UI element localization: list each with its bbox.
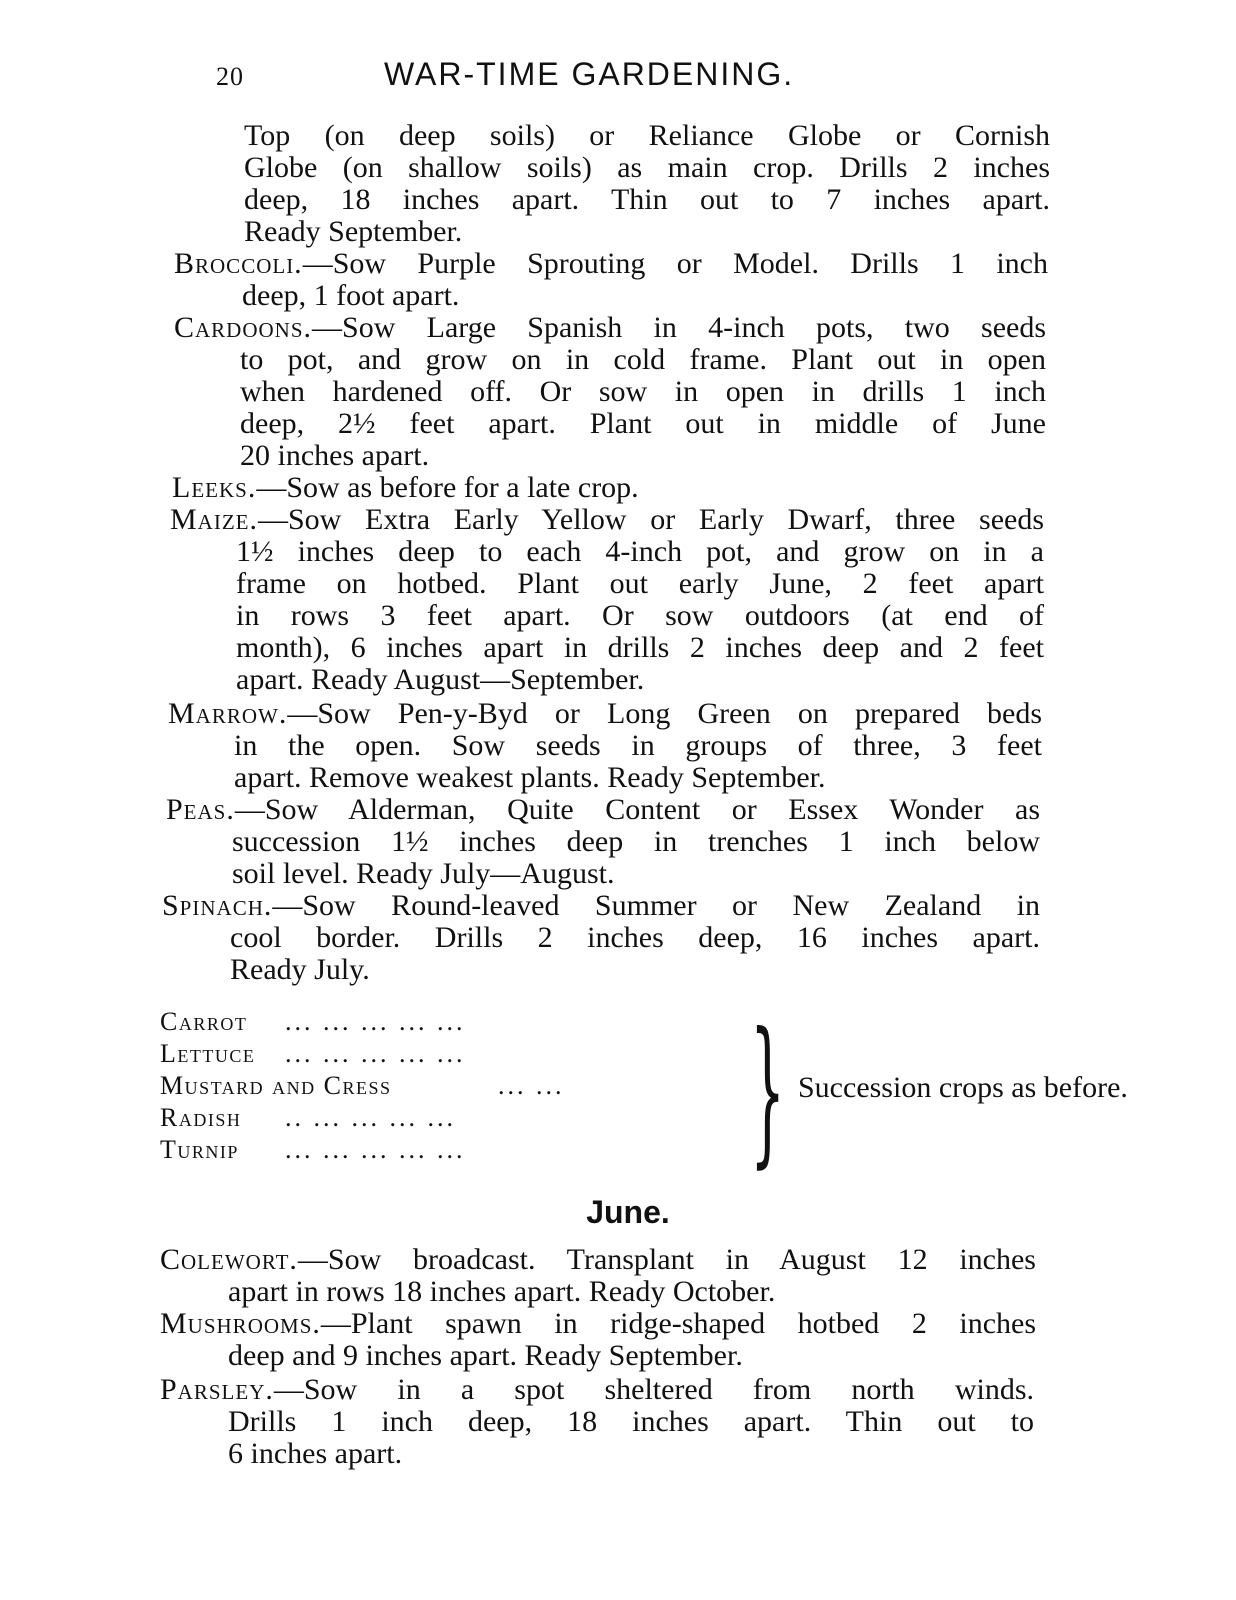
crop-name: Mustard and Cress	[160, 1071, 392, 1100]
text-line: to pot, and grow on in cold frame. Plant out in open	[240, 343, 1046, 376]
curly-brace: }	[750, 999, 786, 1183]
text-line: Ready July.	[230, 953, 370, 986]
text-line: succession 1½ inches deep in trenches 1 inch below	[232, 825, 1040, 858]
text-line: Ready September.	[244, 215, 463, 248]
entry-text: —Sow Large Spanish in 4-inch pots, two seeds	[312, 311, 1046, 344]
entry-text: —Sow Round-leaved Summer or New Zealand in	[272, 889, 1040, 922]
entry-parsley	[160, 1374, 1034, 1470]
text-line: Globe (on shallow soils) as main crop. Drills 2 inches	[244, 151, 1050, 184]
entry-cardoons	[174, 312, 1046, 472]
section-heading-june: June.	[586, 1194, 670, 1230]
entry-spinach	[162, 890, 1040, 986]
succession-item	[160, 1038, 620, 1070]
text-line: frame on hotbed. Plant out early June, 2 feet apart	[236, 567, 1044, 600]
entry-peas	[166, 794, 1040, 890]
text-line: apart. Ready August—September.	[236, 663, 645, 696]
entry-marrow	[168, 698, 1042, 794]
entry-name: Parsley.	[160, 1373, 274, 1406]
crop-name: Radish	[160, 1103, 242, 1132]
leader-dots: ... ... ... ... ...	[285, 1007, 466, 1036]
text-line: soil level. Ready July—August.	[232, 857, 615, 890]
text-line: 20 inches apart.	[240, 439, 430, 472]
leader-dots: ... ... ... ... ...	[285, 1135, 466, 1164]
entry-name: Leeks.	[172, 471, 257, 504]
entry-text: —Sow Alderman, Quite Content or Essex Wonder as	[234, 793, 1040, 826]
succession-item	[160, 1134, 620, 1166]
entry-broccoli	[174, 248, 1048, 312]
text-line: when hardened off. Or sow in open in drills 1 inch	[240, 375, 1046, 408]
leader-dots: ... ... ... ... ...	[285, 1039, 466, 1068]
entry-name: Spinach.	[162, 889, 273, 922]
text-line: month), 6 inches apart in drills 2 inches deep and 2 feet	[236, 631, 1044, 664]
crop-name: Turnip	[160, 1135, 239, 1164]
text-line: in the open. Sow seeds in groups of three, 3 feet	[234, 729, 1042, 762]
text-line: deep, 2½ feet apart. Plant out in middle of June	[240, 407, 1046, 440]
entry-name: Marrow.	[168, 697, 288, 730]
succession-table	[160, 999, 1128, 1183]
text-line: apart in rows 18 inches apart. Ready October.	[228, 1275, 776, 1308]
entry-name: Cardoons.	[174, 311, 313, 344]
page-number: 20	[216, 62, 244, 91]
text-line: apart. Remove weakest plants. Ready September.	[234, 761, 826, 794]
text-line: Drills 1 inch deep, 18 inches apart. Thin out to	[228, 1405, 1034, 1438]
entry-text: —Sow as before for a late crop.	[256, 471, 639, 504]
entry-name: Colewort.	[160, 1243, 298, 1276]
succession-note: Succession crops as before.	[798, 1071, 1128, 1104]
succession-item	[160, 1102, 620, 1134]
text-line: cool border. Drills 2 inches deep, 16 inches apart.	[230, 921, 1040, 954]
text-line: in rows 3 feet apart. Or sow outdoors (at end of	[236, 599, 1044, 632]
entry-text: —Sow in a spot sheltered from north winds.	[273, 1373, 1034, 1406]
text-line: Top (on deep soils) or Reliance Globe or Cornish	[244, 119, 1050, 152]
text-line: 6 inches apart.	[228, 1437, 403, 1470]
entry-text: —Sow broadcast. Transplant in August 12 inches	[297, 1243, 1036, 1276]
entry-name: Peas.	[166, 793, 235, 826]
succession-item	[160, 1006, 620, 1038]
leader-dots: ... ...	[498, 1071, 565, 1100]
text-line: deep, 1 foot apart.	[242, 279, 460, 312]
text-line: deep and 9 inches apart. Ready September.	[228, 1339, 743, 1372]
leader-dots: .. ... ... ... ...	[285, 1103, 456, 1132]
crop-name: Carrot	[160, 1007, 248, 1036]
entry-name: Mushrooms.	[160, 1307, 321, 1340]
running-header	[216, 54, 856, 98]
entry-text: —Sow Purple Sprouting or Model. Drills 1 inch	[302, 247, 1048, 280]
entry-leeks	[172, 472, 772, 504]
text-line: 1½ inches deep to each 4-inch pot, and grow on in a	[236, 535, 1044, 568]
entry-mushrooms	[160, 1308, 1036, 1372]
entry-text: —Sow Pen-y-Byd or Long Green on prepared beds	[287, 697, 1042, 730]
running-title: WAR-TIME GARDENING.	[384, 56, 795, 92]
entry-text: —Plant spawn in ridge-shaped hotbed 2 inches	[320, 1307, 1036, 1340]
entry-name: Broccoli.	[174, 247, 303, 280]
entry-name: Maize.	[170, 503, 258, 536]
entry-text: —Sow Extra Early Yellow or Early Dwarf, three seeds	[258, 503, 1044, 536]
crop-name: Lettuce	[160, 1039, 256, 1068]
entry-colewort	[160, 1244, 1036, 1308]
entry-maize	[170, 504, 1044, 696]
succession-item	[160, 1070, 620, 1102]
continued-entry	[244, 120, 1050, 248]
text-line: deep, 18 inches apart. Thin out to 7 inches apart.	[244, 183, 1050, 216]
